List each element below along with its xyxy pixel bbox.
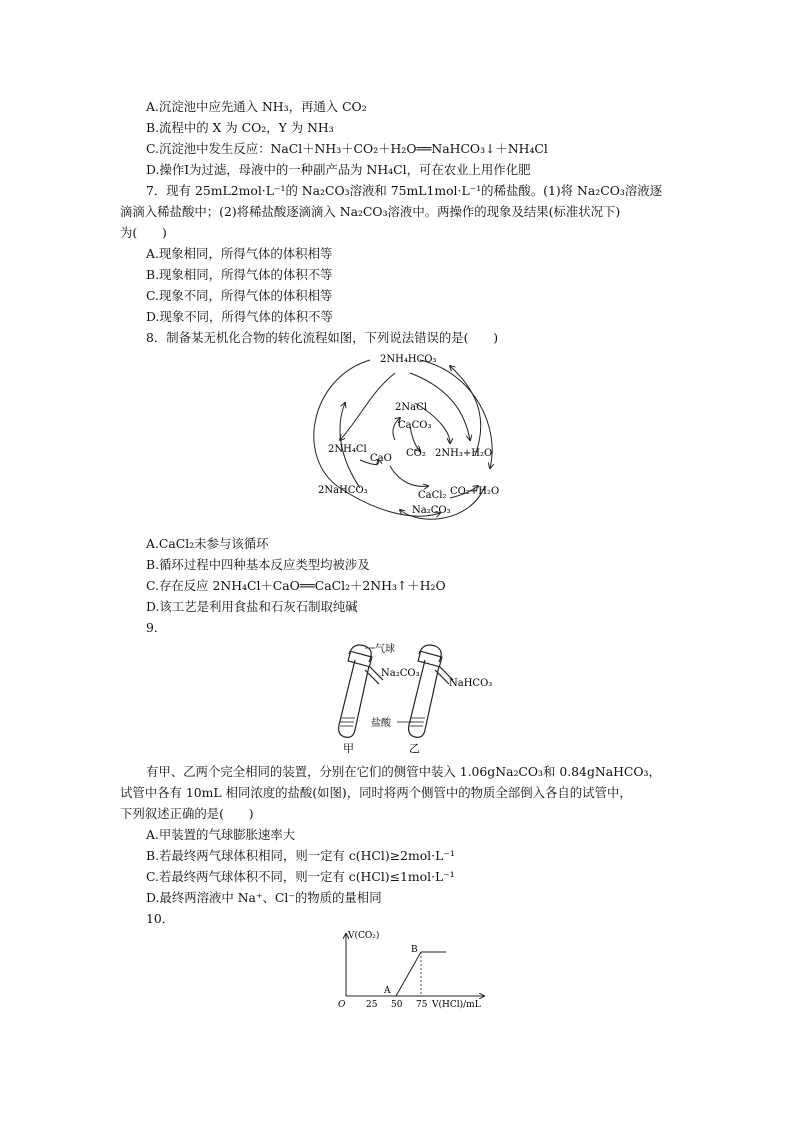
q9-option-a: A.甲装置的气球膨胀速率大 [146, 827, 296, 842]
q8-cycle-diagram [300, 348, 520, 528]
q7-stem-1: 7．现有 25mL2mol·L⁻¹的 Na₂CO₃溶液和 75mL1mol·L⁻¹的稀盐酸。(1)将 Na₂CO₃溶液逐 [146, 183, 662, 198]
q8-option-d: D.该工艺是利用食盐和石灰石制取纯碱 [146, 599, 358, 614]
q8-stem: 8．制备某无机化合物的转化流程如图，下列说法错误的是( ) [146, 330, 499, 345]
q7-option-d: D.现象不同，所得气体的体积不等 [146, 309, 333, 324]
q10-co2-volume-chart [334, 928, 494, 1010]
figure-acid-label: 盐酸 [371, 718, 391, 729]
y-axis-label: V(CO₂) [348, 931, 380, 941]
q10-number: 10． [146, 911, 175, 926]
x-tick-label: 50 [391, 1000, 403, 1010]
diagram-nh4hco3: 2NH₄HCO₃ [380, 354, 437, 365]
point-label-b: B [411, 945, 418, 955]
q9-option-b: B.若最终两气球体积相同，则一定有 c(HCl)≥2mol·L⁻¹ [146, 848, 455, 863]
q8-option-b: B.循环过程中四种基本反应类型均被涉及 [146, 557, 370, 572]
q6-option-a: A.沉淀池中应先通入 NH₃，再通入 CO₂ [146, 99, 367, 114]
diagram-caco3: CaCO₃ [398, 420, 432, 431]
diagram-cao: CaO [370, 453, 392, 464]
diagram-co2: CO₂ [406, 448, 426, 459]
q7-stem-2: 滴滴入稀盐酸中；(2)将稀盐酸逐滴滴入 Na₂CO₃溶液中。两操作的现象及结果(标准状况下) [120, 204, 621, 219]
q9-option-d: D.最终两溶液中 Na⁺、Cl⁻的物质的量相同 [146, 890, 382, 905]
figure-balloon-label: 气球 [375, 644, 395, 655]
q6-option-b: B.流程中的 X 为 CO₂，Y 为 NH₃ [146, 120, 334, 135]
diagram-cacl2: CaCl₂ [418, 490, 447, 501]
q6-option-c: C.沉淀池中发生反应：NaCl＋NH₃＋CO₂＋H₂O══NaHCO₃↓＋NH₄Cl [146, 141, 548, 156]
q9-stem-3: 下列叙述正确的是( ) [120, 806, 254, 821]
diagram-co2h2o: CO₂+H₂O [450, 486, 500, 497]
q6-option-d: D.操作Ⅰ为过滤，母液中的一种副产品为 NH₄Cl，可在农业上用作化肥 [146, 162, 531, 177]
q9-apparatus-figure [325, 640, 495, 755]
q7-option-c: C.现象不同，所得气体的体积相等 [146, 288, 333, 303]
q9-stem-2: 试管中各有 10mL 相同浓度的盐酸(如图)，同时将两个侧管中的物质全部倒入各自的试管中， [120, 785, 632, 800]
point-label-a: A [384, 986, 391, 996]
q7-option-b: B.现象相同，所得气体的体积不等 [146, 267, 333, 282]
q9-number: 9． [146, 620, 167, 635]
diagram-nh4cl: 2NH₄Cl [328, 444, 367, 455]
origin-label: O [338, 1000, 346, 1010]
figure-nahco3-label: NaHCO₃ [449, 678, 493, 689]
q9-option-c: C.若最终两气球体积不同，则一定有 c(HCl)≤1mol·L⁻¹ [146, 869, 455, 884]
figure-jia-label: 甲 [343, 742, 354, 755]
diagram-nacl: 2NaCl [395, 402, 427, 413]
diagram-nh3h2o: 2NH₃+H₂O [435, 448, 493, 459]
figure-yi-label: 乙 [409, 742, 420, 755]
q8-option-a: A.CaCl₂未参与该循环 [146, 536, 269, 551]
co2-volume-line [346, 952, 446, 996]
diagram-na2co3: Na₂CO₃ [412, 505, 451, 516]
q7-option-a: A.现象相同，所得气体的体积相等 [146, 246, 333, 261]
q8-option-c: C.存在反应 2NH₄Cl＋CaO══CaCl₂＋2NH₃↑＋H₂O [146, 578, 446, 593]
q7-stem-3: 为( ) [120, 225, 167, 240]
q9-stem-1: 有甲、乙两个完全相同的装置，分别在它们的侧管中装入 1.06gNa₂CO₃和 0.84gNaHCO₃， [146, 764, 661, 779]
x-tick-label: 25 [366, 1000, 378, 1010]
diagram-nahco3: 2NaHCO₃ [318, 485, 368, 496]
x-tick-label: 75 [416, 1000, 428, 1010]
x-axis-label: V(HCl)/mL [432, 1000, 481, 1010]
figure-na2co3-label: Na₂CO₃ [381, 668, 420, 679]
